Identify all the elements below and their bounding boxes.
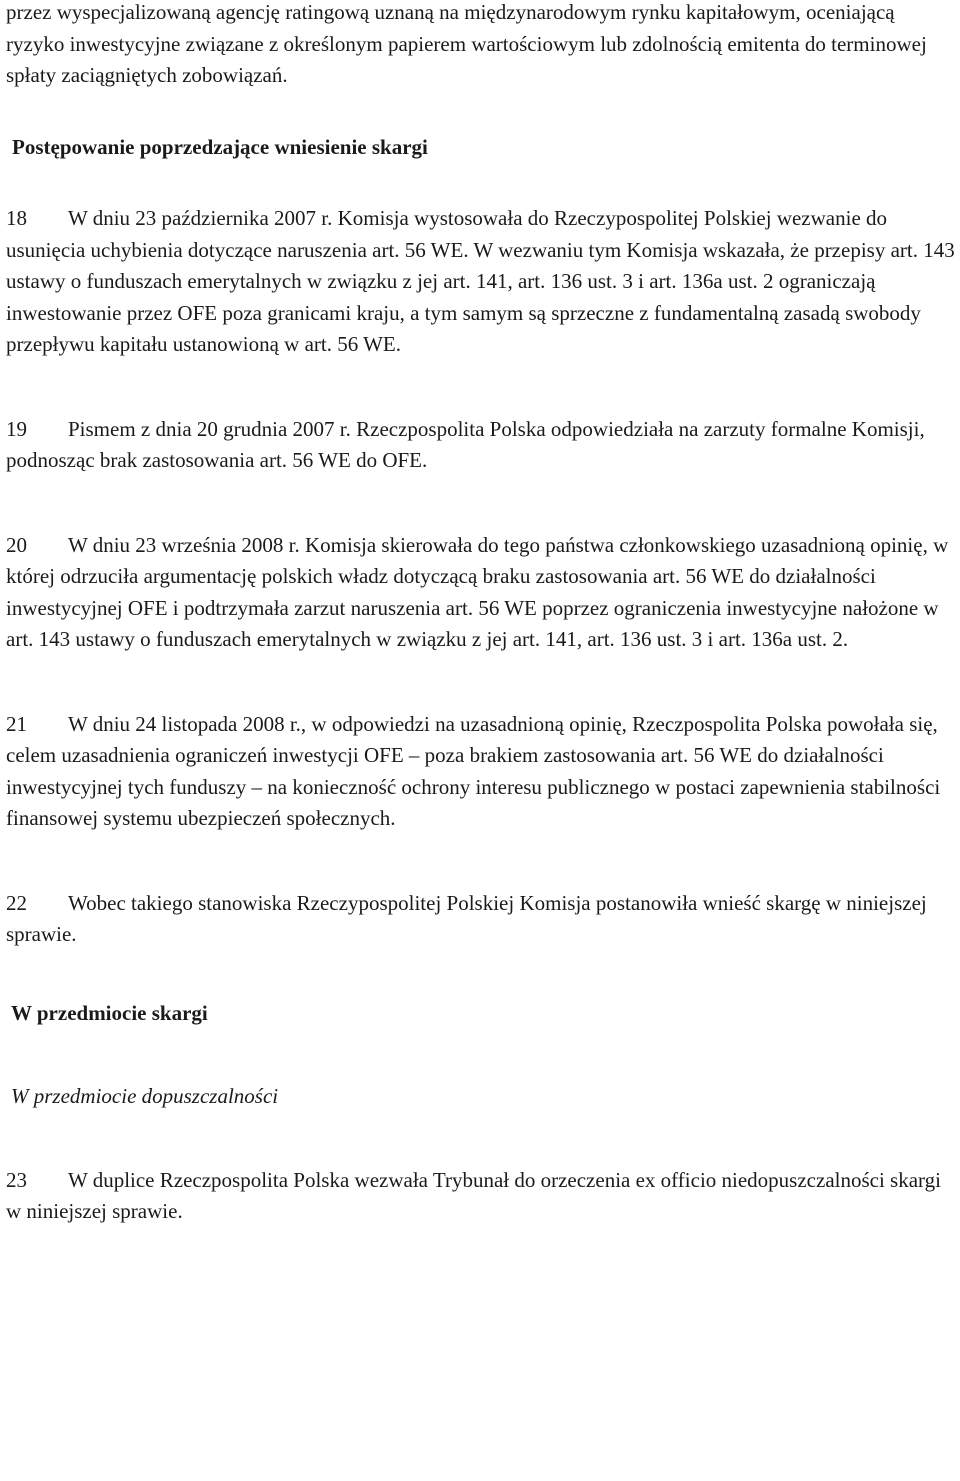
- paragraph-20: [6, 530, 956, 656]
- paragraph-text: W duplice Rzeczpospolita Polska wezwała Trybunał do orzeczenia ex officio niedopuszczalności skargi w niniejszej sprawie.: [6, 1167, 941, 1223]
- paragraph-19: [6, 414, 956, 477]
- paragraph-number: 18: [6, 206, 27, 230]
- paragraph-text: Pismem z dnia 20 grudnia 2007 r. Rzeczpospolita Polska odpowiedziała na zarzuty formalne Komisji, podnosząc brak zastosowania art. 56 WE do OFE.: [6, 416, 925, 472]
- heading-subject: W przedmiocie skargi: [11, 1000, 208, 1025]
- paragraph-number: 21: [6, 711, 27, 736]
- paragraph-number: 20: [6, 532, 27, 557]
- paragraph-18: [6, 203, 956, 361]
- subheading-admissibility: W przedmiocie dopuszczalności: [11, 1084, 279, 1108]
- paragraph-text: W dniu 23 września 2008 r. Komisja skierowała do tego państwa członkowskiego uzasadnioną opinię, w której odrzuciła argumentację polskich władz dotyczącą braku zastosowania art. 56 WE do działalności inwestycyjnej OFE i podtrzymała zarzut naruszenia art. 56 WE poprzez ograniczenia inwestycyjne nałożone w art. 143 ustawy o funduszach emerytalnych w związku z jej art. 141, art. 136 ust. 3 i art. 136a ust. 2.: [6, 532, 949, 651]
- paragraph-number: 23: [6, 1167, 27, 1192]
- paragraph-text: W dniu 23 października 2007 r. Komisja wystosowała do Rzeczypospolitej Polskiej wezwanie do usunięcia uchybienia dotyczące naruszenia art. 56 WE. W wezwaniu tym Komisja wskazała, że przepisy art. 143 ustawy o funduszach emerytalnych w związku z jej art. 141, art. 136 ust. 3 i art. 136a ust. 2 ograniczają inwestowanie przez OFE poza granicami kraju, a tym samym są sprzeczne z fundamentalną zasadą swobody przepływu kapitału ustanowioną w art. 56 WE.: [6, 206, 955, 356]
- paragraph-text: W dniu 24 listopada 2008 r., w odpowiedzi na uzasadnioną opinię, Rzeczpospolita Polska powołała się, celem uzasadnienia ograniczeń inwestycji OFE – poza brakiem zastosowania art. 56 WE do działalności inwestycyjnej tych funduszy – na konieczność ochrony interesu publicznego w postaci zapewnienia stabilności finansowej systemu ubezpieczeń społecznych.: [6, 711, 941, 830]
- paragraph-21: [6, 709, 956, 835]
- paragraph-22: [6, 888, 956, 951]
- paragraph-number: 19: [6, 416, 27, 441]
- heading-proceedings: Postępowanie poprzedzające wniesienie skargi: [12, 134, 428, 159]
- paragraph-23: [6, 1165, 956, 1228]
- paragraph-text: Wobec takiego stanowiska Rzeczypospolitej Polskiej Komisja postanowiła wnieść skargę w niniejszej sprawie.: [6, 890, 927, 946]
- paragraph-number: 22: [6, 890, 27, 915]
- document-page: [6, 0, 956, 1281]
- intro-paragraph: przez wyspecjalizowaną agencję ratingową uznaną na międzynarodowym rynku kapitałowym, oceniającą ryzyko inwestycyjne związane z określonym papierem wartościowym lub zdolnością emitenta do terminowej spłaty zaciągniętych zobowiązań.: [6, 0, 927, 87]
